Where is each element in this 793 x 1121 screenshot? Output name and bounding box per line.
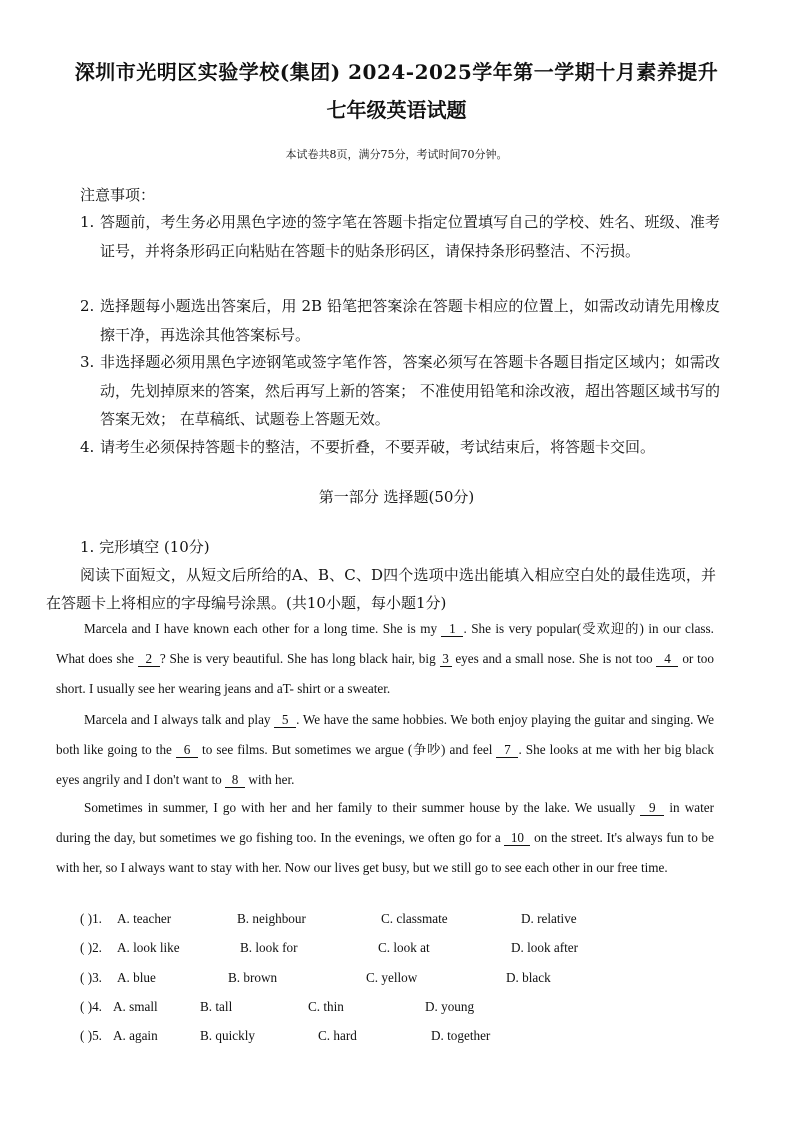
passage-paragraph-1 — [56, 614, 714, 704]
section-title: 1. 完形填空 (10分) — [80, 538, 210, 556]
option-b: B. tall — [200, 998, 233, 1014]
note-item — [80, 348, 720, 434]
blank-1: 1 — [441, 621, 463, 637]
blank-7: 7 — [496, 742, 518, 758]
blank-5: 5 — [274, 712, 296, 728]
passage-text: on the street. It's always fun to be with her, so I always want to stay with her. Now our lives get busy, but we still go to see each other in our free time. — [56, 830, 714, 875]
option-c: C. hard — [318, 1028, 357, 1044]
passage-text: or too short. I usually see her wearing jeans and aT- shirt or a sweater. — [56, 651, 714, 696]
option-d: D. young — [425, 998, 475, 1014]
option-c: C. thin — [308, 998, 344, 1014]
blank-10: 10 — [504, 830, 530, 846]
passage-text: Marcela and I always talk and play — [84, 712, 275, 727]
blank-9: 9 — [640, 800, 664, 816]
note-item — [80, 433, 720, 462]
note-text: 选择题每小题选出答案后，用 2B 铅笔把答案涂在答题卡相应的位置上，如需改动请先用橡皮擦干净，再选涂其他答案标号。 — [100, 297, 720, 344]
option-d: D. look after — [511, 940, 579, 956]
passage-text: Marcela and I have known each other for a long time. She is my — [84, 621, 442, 636]
option-a: A. look like — [117, 940, 180, 956]
question-number: ( )1. — [80, 911, 102, 926]
passage-paragraph-3 — [56, 793, 714, 883]
passage-text: . She is very popular(受欢迎的) in our class. What does she — [56, 621, 714, 666]
passage-text: Sometimes in summer, I go with her and her family to their summer house by the lake. We usually — [84, 800, 641, 815]
section-instruction: 阅读下面短文，从短文后所给的A、B、C、D四个选项中选出能填入相应空白处的最佳选项，并在答题卡上将相应的字母编号涂黑。(共10小题，每小题1分) — [46, 566, 716, 612]
passage-text: in water during the day, but sometimes we go fishing too. In the evenings, we often go for a — [56, 800, 714, 845]
blank-4: 4 — [656, 651, 678, 667]
note-number: 4. — [80, 438, 95, 456]
option-c: C. yellow — [366, 969, 418, 985]
option-c: C. classmate — [381, 911, 448, 926]
blank-2: 2 — [138, 651, 160, 667]
note-number: 1. — [80, 213, 95, 231]
option-b: B. quickly — [200, 1028, 255, 1044]
question-row — [80, 1028, 720, 1057]
blank-6: 6 — [176, 742, 198, 758]
note-text: 请考生必须保持答题卡的整洁，不要折叠，不要弄破，考试结束后，将答题卡交回。 — [100, 438, 656, 456]
note-item — [80, 208, 720, 265]
option-a: A. small — [113, 998, 158, 1014]
passage-paragraph-2 — [56, 705, 714, 795]
question-row — [80, 911, 720, 940]
blank-3: 3 — [440, 651, 452, 667]
option-c: C. look at — [378, 940, 430, 956]
passage-text: . She looks at me with her big black eyes angrily and I don't want to — [56, 742, 714, 787]
option-d: D. relative — [521, 911, 577, 926]
exam-title-line1: 深圳市光明区实验学校(集团) 2024-2025学年第一学期十月素养提升 — [74, 60, 719, 84]
option-b: B. neighbour — [237, 911, 306, 926]
note-item — [80, 292, 720, 349]
passage-text: eyes and a small nose. She is not too — [451, 651, 657, 666]
option-d: D. together — [431, 1028, 491, 1044]
option-d: D. black — [506, 969, 551, 985]
option-a: A. again — [113, 1028, 158, 1044]
option-b: B. brown — [228, 969, 278, 985]
question-options — [80, 911, 720, 1057]
note-number: 2. — [80, 297, 95, 315]
exam-title-line2: 七年级英语试题 — [326, 98, 467, 122]
part-title: 第一部分 选择题(50分) — [318, 488, 475, 506]
notes-title: 注意事项： — [80, 186, 156, 204]
blank-8: 8 — [225, 772, 245, 788]
passage-text: . We have the same hobbies. We both enjoy playing the guitar and singing. We both like going to the — [56, 712, 714, 757]
question-number: ( )5. — [80, 1028, 102, 1044]
option-b: B. look for — [240, 940, 298, 956]
passage-text: ? She is very beautiful. She has long black hair, big — [159, 651, 440, 666]
question-number: ( )4. — [80, 998, 102, 1014]
question-number: ( )3. — [80, 969, 102, 985]
exam-info: 本试卷共8页，满分75分，考试时间70分钟。 — [285, 148, 508, 161]
question-row — [80, 970, 720, 999]
note-number: 3. — [80, 353, 95, 371]
option-a: A. teacher — [117, 911, 172, 926]
passage-text: with her. — [245, 772, 295, 787]
note-text: 非选择题必须用黑色字迹钢笔或签字笔作答，答案必须写在答题卡各题目指定区域内；如需改动，先划掉原来的答案，然后再写上新的答案； 不准使用铅笔和涂改液，超出答题区域书写的答案无效； 在草稿纸、试题卷上答题无效。 — [100, 353, 720, 428]
question-row — [80, 940, 720, 969]
note-text: 答题前，考生务必用黑色字迹的签字笔在答题卡指定位置填写自己的学校、姓名、班级、准考证号，并将条形码正向粘贴在答题卡的贴条形码区，请保持条形码整洁、不污损。 — [100, 213, 720, 260]
question-number: ( )2. — [80, 940, 102, 956]
question-row — [80, 999, 720, 1028]
option-a: A. blue — [117, 969, 156, 985]
passage-text: to see films. But sometimes we argue (争吵) and feel — [197, 742, 497, 757]
